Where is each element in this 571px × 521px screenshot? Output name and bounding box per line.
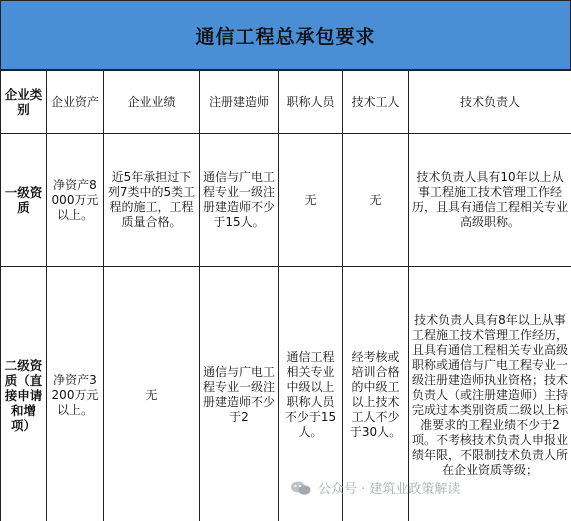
title-bar [0,0,571,70]
cell-tech-lead: 技术负责人具有10年以上从事工程施工技术管理工作经历，且具有通信工程相关专业高级职称。 [409,134,571,267]
header-titled-staff: 职称人员 [279,71,343,134]
cell-skilled-workers: 经考核或培训合格的中级工以上技术工人不少于30人。 [343,267,409,521]
table-row [1,267,571,521]
cell-titled-staff: 通信工程相关专业中级以上职称人员不少于15人。 [279,267,343,521]
header-row [1,71,571,134]
header-skilled-workers: 技术工人 [343,71,409,134]
cell-assets: 净资产8000万元以上。 [47,134,104,267]
cell-performance: 无 [104,267,200,521]
header-constructor: 注册建造师 [200,71,279,134]
cell-constructor: 通信与广电工程专业一级注册建造师不少于2 [200,267,279,521]
row-category: 二级资质（直接申请和增项） [1,267,47,521]
table-row [1,134,571,267]
header-performance: 企业业绩 [104,71,200,134]
cell-performance: 近5年承担过下列7类中的5类工程的施工，工程质量合格。 [104,134,200,267]
watermark [290,478,460,497]
requirements-table [0,70,571,521]
wechat-icon [290,480,312,496]
header-category: 企业类别 [1,71,47,134]
header-assets: 企业资产 [47,71,104,134]
row-category: 一级资质 [1,134,47,267]
header-tech-lead: 技术负责人 [409,71,571,134]
cell-tech-lead: 技术负责人具有8年以上从事工程施工技术管理工作经历，且具有通信工程相关专业高级职称或通信与广电工程专业一级注册建造师执业资格；技术负责人（或注册建造师）主持完成过本类别资质二级以上标准要求的工程业绩不少于2项。不考核技术负责人申报业绩年限，不限制技术负责人所在企业资质等级； [409,267,571,521]
cell-titled-staff: 无 [279,134,343,267]
cell-constructor: 通信与广电工程专业一级注册建造师不少于15人。 [200,134,279,267]
watermark-text: 公众号 · 建筑业政策解读 [318,482,461,497]
cell-skilled-workers: 无 [343,134,409,267]
cell-assets: 净资产3200万元以上。 [47,267,104,521]
page-title: 通信工程总承包要求 [195,25,376,48]
